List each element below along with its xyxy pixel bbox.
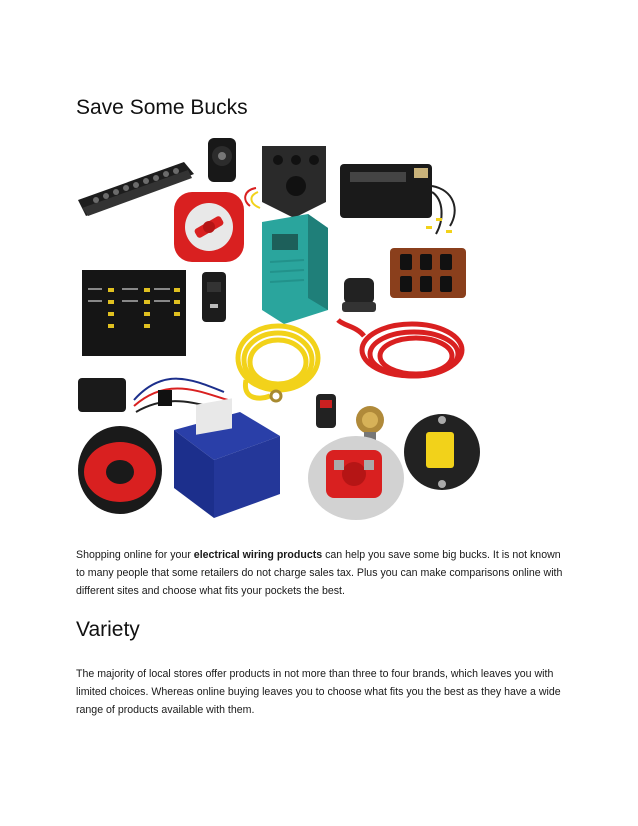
dual-battery-switch (308, 436, 404, 520)
teal-inverter-charger (262, 214, 328, 324)
rocker-switch (202, 272, 226, 322)
remote-switch (342, 278, 376, 312)
heading-save-some-bucks: Save Some Bucks (76, 96, 248, 119)
wood-switch-panel (390, 248, 466, 298)
battery-charger (340, 164, 455, 234)
blue-battery-isolator (174, 398, 280, 518)
red-cable-coil (338, 320, 462, 376)
yellow-cable-coil (238, 326, 318, 401)
red-wire-spool (78, 426, 162, 514)
heading-variety: Variety (76, 618, 140, 641)
switch-panel (245, 146, 326, 218)
round-circuit-breaker (208, 138, 236, 182)
product-collage-image (64, 130, 488, 535)
monitoring-panel (82, 270, 186, 356)
yellow-lever-breaker (404, 414, 480, 490)
paragraph-save-some-bucks (76, 546, 566, 600)
toggle-switch (316, 394, 336, 428)
paragraph-variety: The majority of local stores offer products in not more than three to four brands, which leaves you with limited choices. Whereas online buying leaves you to choose what fits you the best as they have a wide range of products available with them. (76, 668, 561, 716)
para1-before: Shopping online for your (76, 549, 194, 561)
para1-after: can help you save some big bucks. It is not known to many people that some retailers do not charge sales tax. Plus you can make comparisons online with different sites and choose what fits your pockets the best. (76, 549, 563, 597)
link-electrical-wiring-products[interactable]: electrical wiring products (193, 549, 323, 561)
red-battery-switch (174, 192, 244, 262)
